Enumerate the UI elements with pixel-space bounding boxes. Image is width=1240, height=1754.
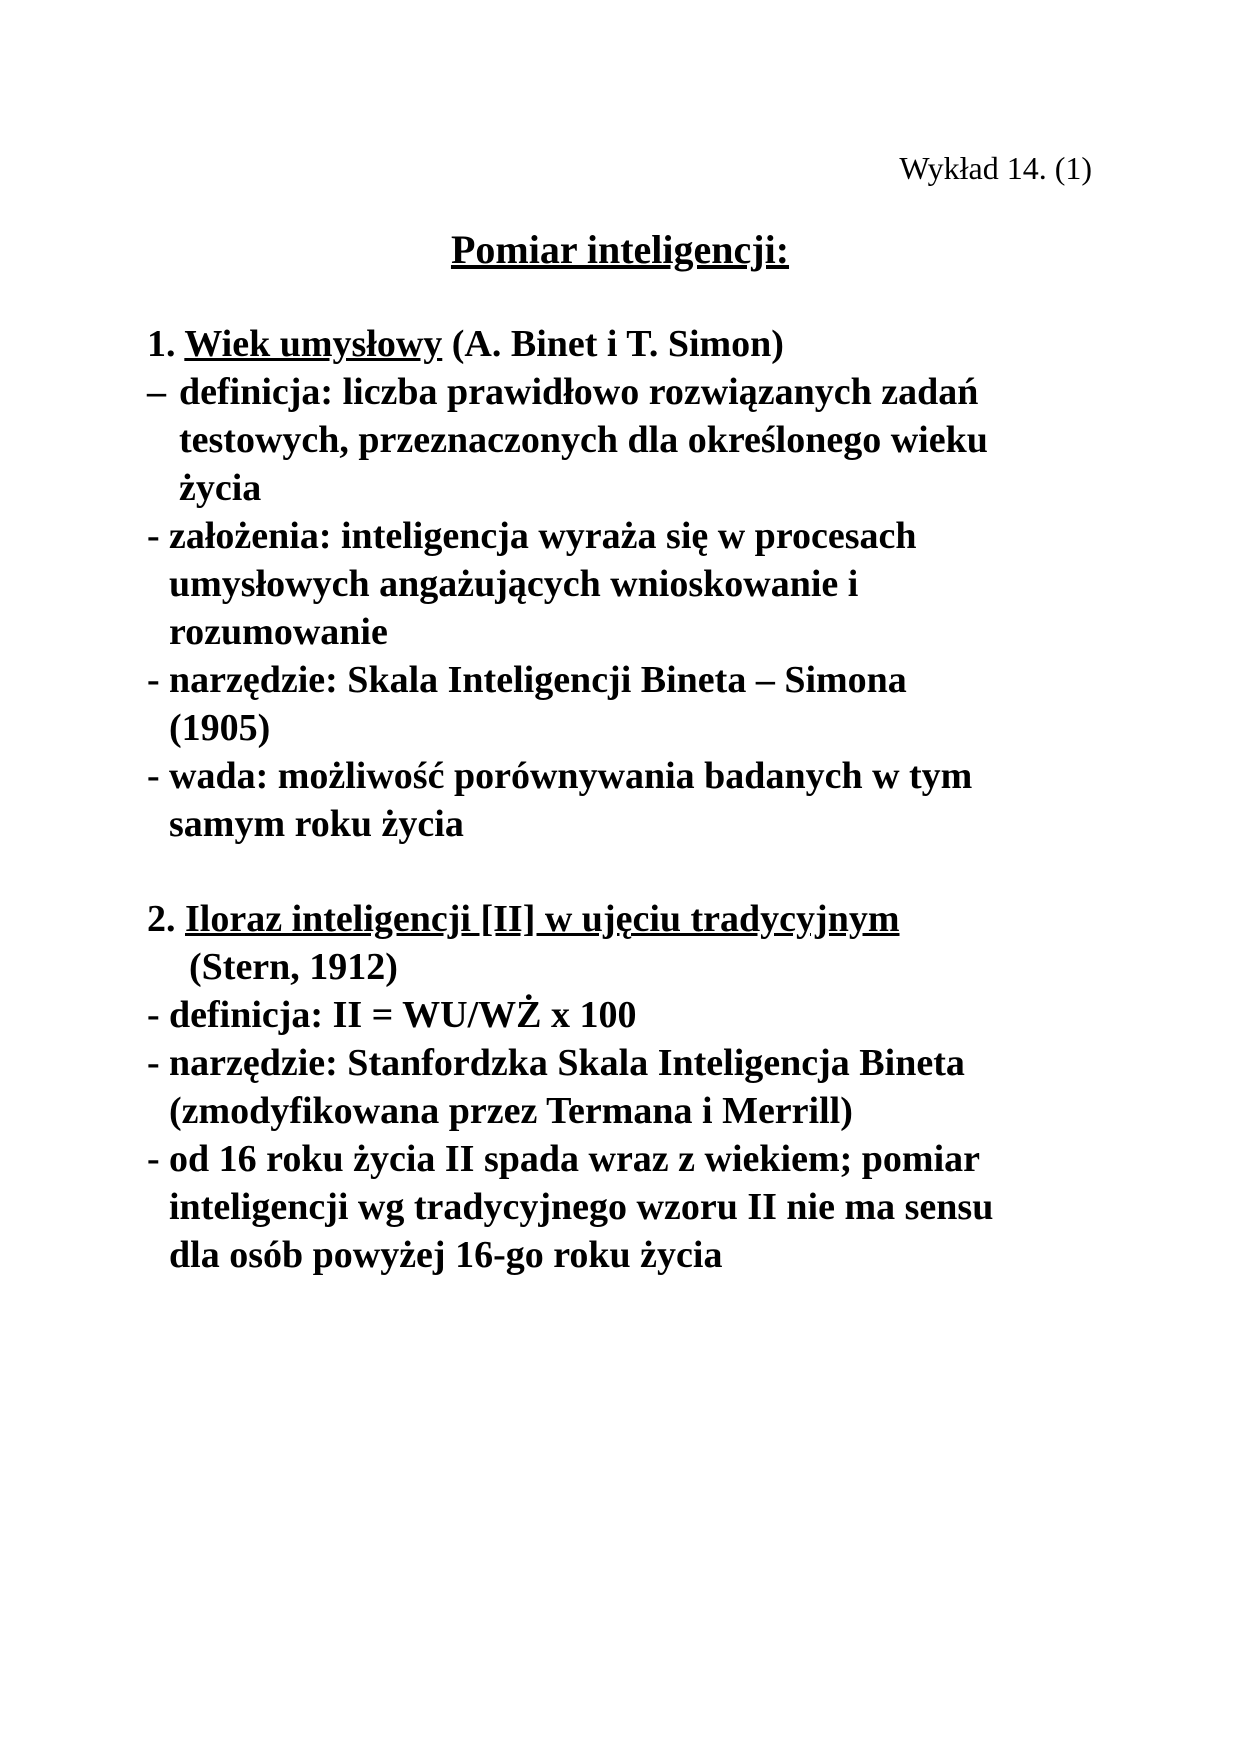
- list-marker: -: [147, 659, 160, 701]
- list-item-definition: [147, 991, 1107, 1039]
- list-item-definition: [147, 368, 1107, 512]
- list-item-drawback: [147, 752, 1107, 848]
- list-item-tool: [147, 1039, 1107, 1135]
- list-marker: –: [147, 371, 166, 413]
- list-item-line: rozumowanie: [169, 611, 388, 653]
- section-iq-traditional: [147, 895, 1107, 1279]
- list-item-tool: [147, 656, 1107, 752]
- list-item-line: założenia: inteligencja wyraża się w procesach: [169, 515, 917, 557]
- list-item-line: umysłowych angażujących wnioskowanie i: [169, 563, 859, 605]
- section-heading-continuation: (Stern, 1912): [189, 946, 398, 988]
- list-marker: -: [147, 1138, 160, 1180]
- list-item-line: narzędzie: Skala Inteligencji Bineta – Simona: [169, 659, 907, 701]
- section-heading: [147, 895, 1107, 943]
- section-number: 2.: [147, 898, 176, 940]
- list-marker: -: [147, 1042, 160, 1084]
- list-marker: -: [147, 755, 160, 797]
- list-item-line: dla osób powyżej 16-go roku życia: [169, 1234, 723, 1276]
- list-item-line: inteligencji wg tradycyjnego wzoru II nie ma sensu: [169, 1186, 994, 1228]
- list-item-line: (zmodyfikowana przez Termana i Merrill): [169, 1090, 853, 1132]
- list-item-line: narzędzie: Stanfordzka Skala Inteligencja Bineta: [169, 1042, 965, 1084]
- list-item-line: od 16 roku życia II spada wraz z wiekiem; pomiar: [169, 1138, 980, 1180]
- list-marker: -: [147, 515, 160, 557]
- section-heading-underlined: Wiek umysłowy: [184, 323, 443, 365]
- list-item-line: samym roku życia: [169, 803, 464, 845]
- list-item-line: definicja: liczba prawidłowo rozwiązanych zadań: [179, 371, 979, 413]
- list-item-line: definicja: II = WU/WŻ x 100: [169, 994, 637, 1036]
- list-marker: -: [147, 994, 160, 1036]
- list-item-line: (1905): [169, 707, 271, 749]
- section-heading-authors: (A. Binet i T. Simon): [451, 323, 784, 365]
- list-item-line: testowych, przeznaczonych dla określonego wieku: [179, 419, 988, 461]
- list-item-age-decline: [147, 1135, 1107, 1279]
- section-heading: [147, 320, 1107, 368]
- list-item-assumptions: [147, 512, 1107, 656]
- page-title: Pomiar inteligencji:: [450, 227, 790, 272]
- section-mental-age: [147, 320, 1107, 848]
- section-heading-underlined: Iloraz inteligencji [II] w ujęciu tradycyjnym: [185, 898, 900, 940]
- list-item-line: życia: [179, 467, 262, 509]
- section-number: 1.: [147, 323, 176, 365]
- list-item-line: wada: możliwość porównywania badanych w tym: [169, 755, 973, 797]
- lecture-number: Wykład 14. (1): [899, 150, 1092, 186]
